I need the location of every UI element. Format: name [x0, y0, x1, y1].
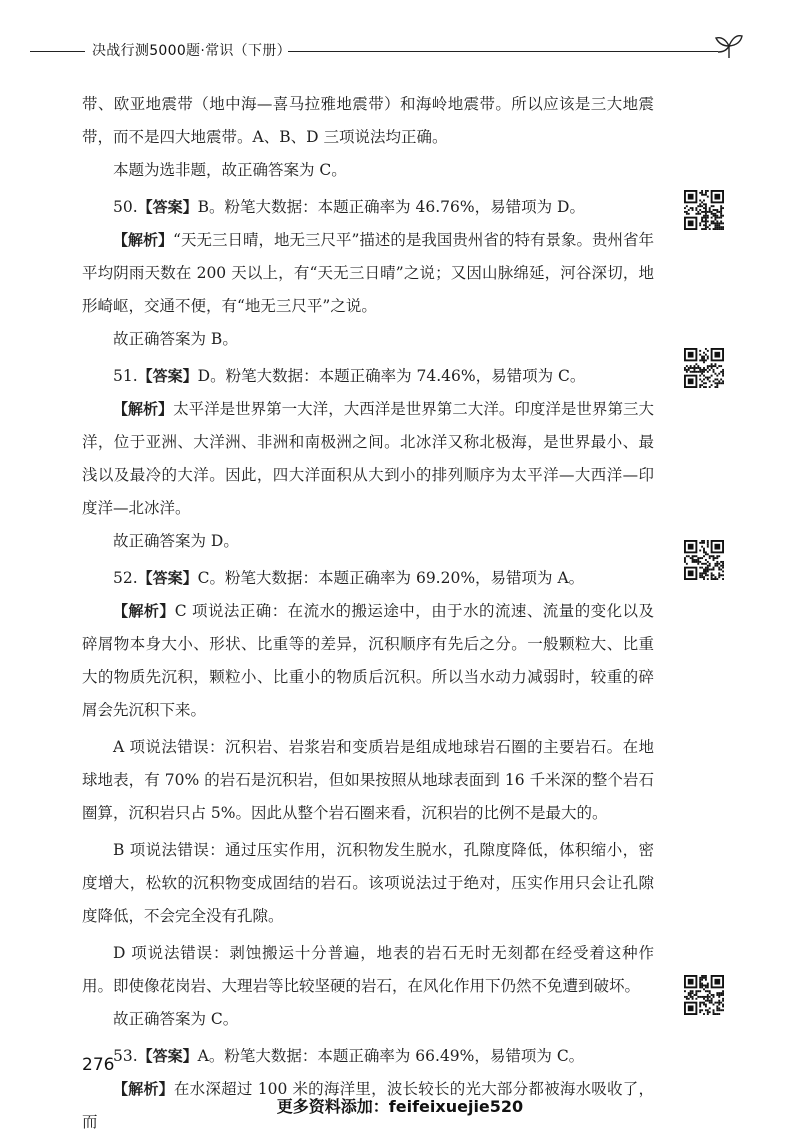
answer-tag: 【答案】 [137, 1047, 198, 1065]
explanation-text: 在水深超过 100 米的海洋里，波长较长的光大部分都被海水吸收了，而 [82, 1080, 654, 1131]
header-rule-right [288, 51, 718, 52]
paragraph: 带、欧亚地震带（地中海—喜马拉雅地震带）和海岭地震带。所以应该是三大地震带，而不是四大地震带。A、B、D 三项说法均正确。 [82, 95, 654, 146]
answer-tag: 【答案】 [137, 569, 198, 587]
body-text [82, 88, 654, 1139]
explanation-tag: 【解析】 [113, 602, 175, 620]
question-number: 51. [113, 367, 138, 385]
final-answer-51: 故正确答案为 D。 [113, 532, 239, 550]
explanation-52 [82, 595, 654, 727]
answer-line-53 [82, 1040, 654, 1073]
answer-line-50 [82, 191, 654, 224]
answer-text: D。粉笔大数据：本题正确率为 74.46%，易错项为 C。 [197, 367, 586, 385]
footer-note: 更多资料添加：feifeixuejie520 [276, 1097, 524, 1116]
answer-tag: 【答案】 [137, 367, 198, 385]
explanation-text: “天无三日晴，地无三尺平”描述的是我国贵州省的特有景象。贵州省年平均阴雨天数在 200 天以上，有“天无三日晴”之说；又因山脉绵延，河谷深切，地形崎岖，交通不便，有“地无三尺平”之说。 [82, 231, 654, 315]
page-number: 276 [82, 1055, 115, 1075]
explanation-tag: 【解析】 [113, 400, 174, 418]
explanation-text: C 项说法正确：在流水的搬运途中，由于水的流速、流量的变化以及碎屑物本身大小、形状、比重等的差异，沉积顺序有先后之分。一般颗粒大、比重大的物质先沉积，颗粒小、比重小的物质后沉积。所以当水动力减弱时，较重的碎屑会先沉积下来。 [82, 602, 654, 719]
option-d-note: D 项说法错误：剥蚀搬运十分普遍，地表的岩石无时无刻都在经受着这种作用。即使像花岗岩、大理岩等比较坚硬的岩石，在风化作用下仍然不免遭到破坏。 [82, 944, 654, 995]
qr-code-icon[interactable] [684, 975, 724, 1015]
question-number: 53. [113, 1047, 138, 1065]
final-answer-52: 故正确答案为 C。 [113, 1010, 239, 1028]
qr-code-icon[interactable] [684, 540, 724, 580]
explanation-50 [82, 224, 654, 323]
running-header-title: 决战行测5000题·常识（下册） [92, 43, 291, 59]
explanation-51 [82, 393, 654, 525]
sprout-icon [712, 30, 746, 60]
explanation-tag: 【解析】 [113, 1080, 174, 1098]
option-a-note: A 项说法错误：沉积岩、岩浆岩和变质岩是组成地球岩石圈的主要岩石。在地球地表，有 70% 的岩石是沉积岩，但如果按照从地球表面到 16 千米深的整个岩石圈算，沉积岩只占 5%。因此从整个岩石圈来看，沉积岩的比例不是最大的。 [82, 738, 654, 822]
paragraph: 本题为选非题，故正确答案为 C。 [113, 161, 347, 179]
explanation-text: 太平洋是世界第一大洋，大西洋是世界第二大洋。印度洋是世界第三大洋，位于亚洲、大洋洲、非洲和南极洲之间。北冰洋又称北极海，是世界最小、最浅以及最冷的大洋。因此，四大洋面积从大到小的排列顺序为太平洋—大西洋—印度洋—北冰洋。 [82, 400, 654, 517]
header-rule-left [30, 51, 85, 52]
qr-code-icon[interactable] [684, 348, 724, 388]
question-number: 50. [113, 198, 138, 216]
explanation-tag: 【解析】 [113, 231, 174, 249]
question-number: 52. [113, 569, 138, 587]
qr-code-icon[interactable] [684, 190, 724, 230]
answer-text: A。粉笔大数据：本题正确率为 66.49%，易错项为 C。 [197, 1047, 585, 1065]
answer-text: B。粉笔大数据：本题正确率为 46.76%，易错项为 D。 [197, 198, 585, 216]
answer-line-51 [82, 360, 654, 393]
option-b-note: B 项说法错误：通过压实作用，沉积物发生脱水，孔隙度降低，体积缩小，密度增大，松软的沉积物变成固结的岩石。该项说法过于绝对，压实作用只会让孔隙度降低，不会完全没有孔隙。 [82, 841, 654, 925]
answer-line-52 [82, 562, 654, 595]
answer-tag: 【答案】 [137, 198, 198, 216]
final-answer-50: 故正确答案为 B。 [113, 330, 238, 348]
answer-text: C。粉笔大数据：本题正确率为 69.20%，易错项为 A。 [197, 569, 585, 587]
